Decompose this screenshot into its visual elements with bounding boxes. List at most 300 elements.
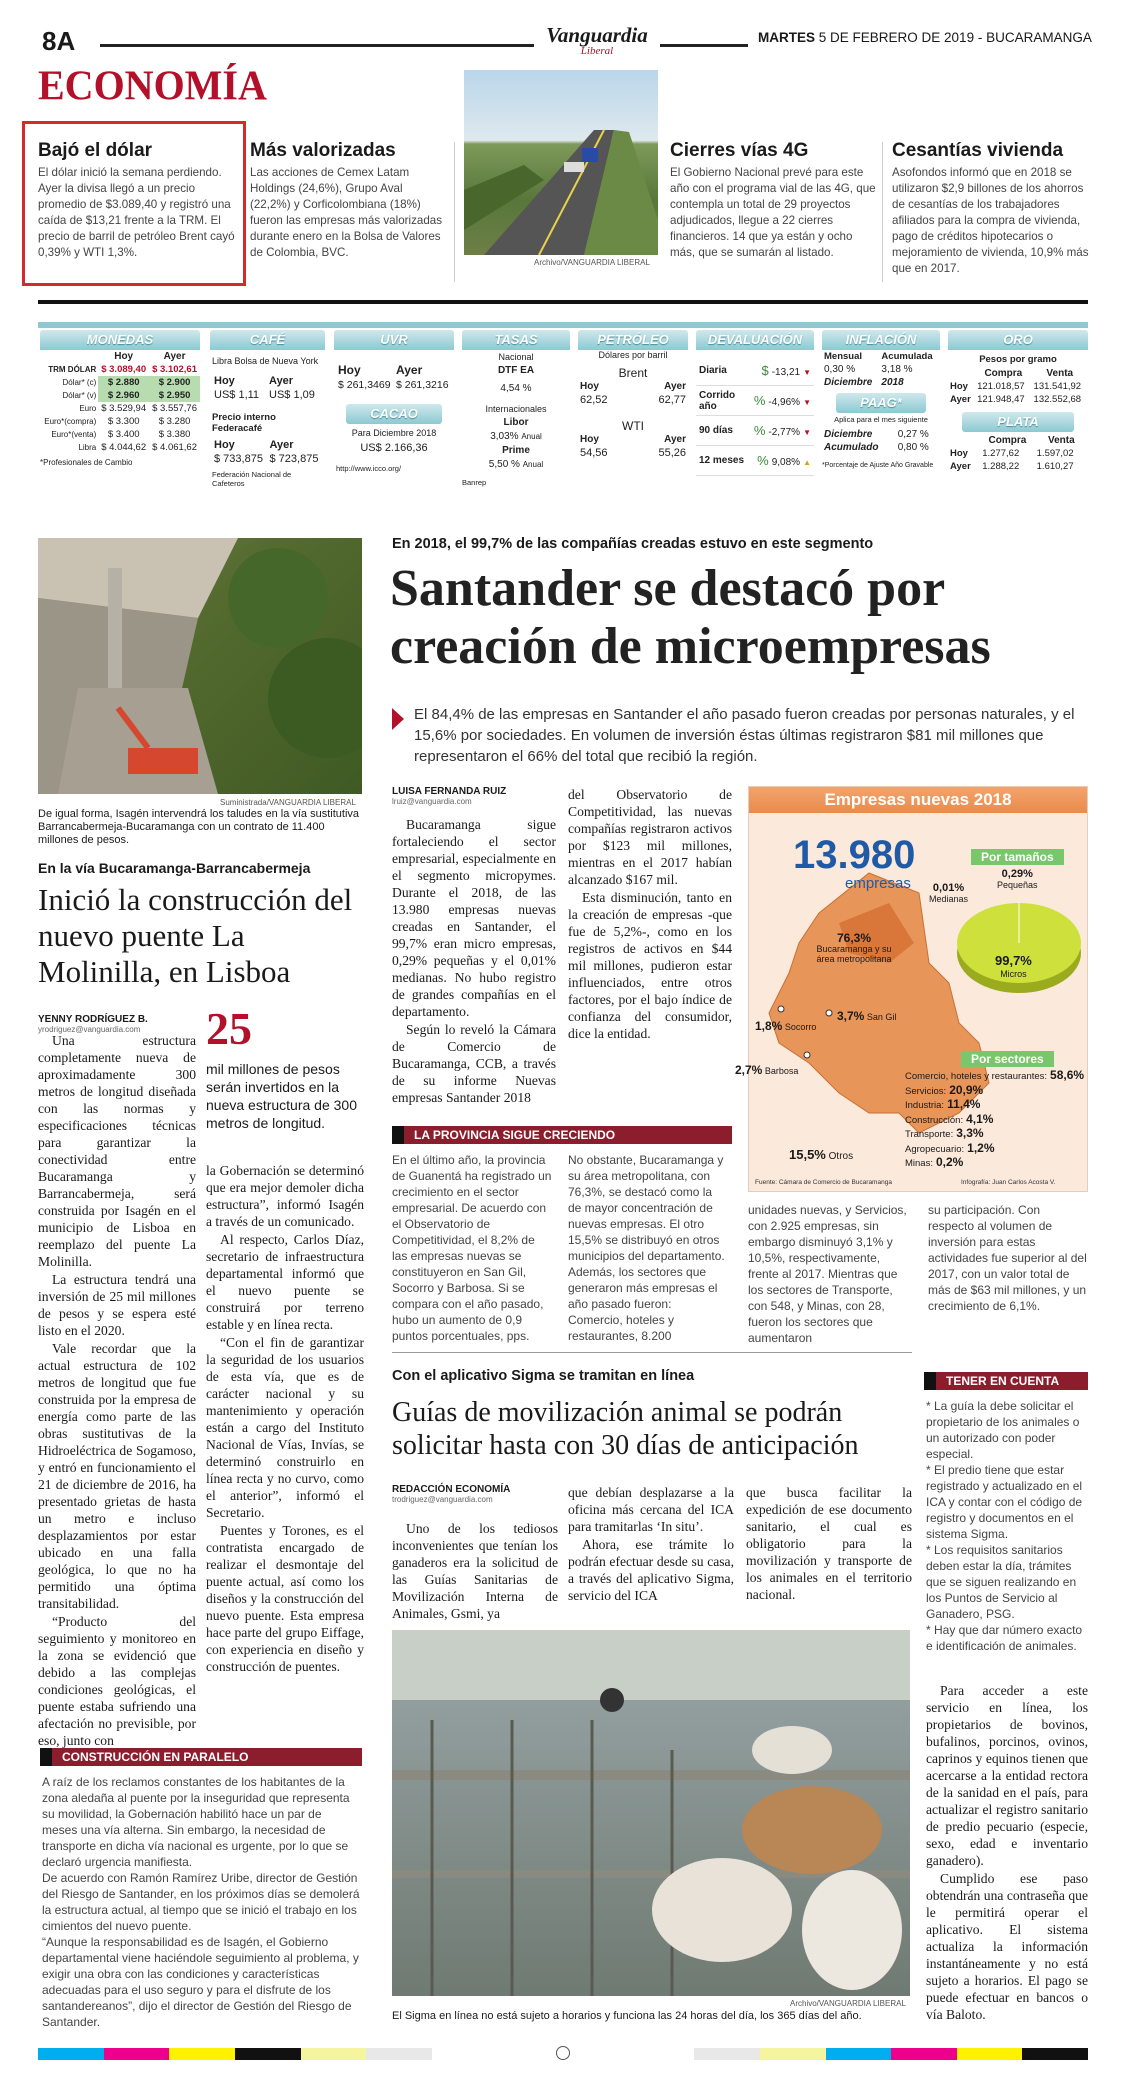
body-paragraph: Bucaramanga sigue fortaleciendo el sector empresarial, especialmente en el segmento micropymes. Durante el 2018, de las 13.980 empresas nuevas creadas en Santander, el 99,7% eran micro empresas, 0,29% pequeñas y el 0,01% medianas. No hubo registro de grandes compañías en el departamento. [392,817,556,1019]
monedas-table [40,350,200,454]
metal-cell: Hoy [950,448,968,459]
color-swatch [235,2048,301,2060]
monedas-row [40,402,200,415]
color-swatch [760,2048,826,2060]
body-paragraph: que busca facilitar la expedición de ese documento sanitario, el cual es obligatorio para la movilización y transporte de los animales en el territorio nacional. [746,1485,912,1602]
indicator-petroleo [578,330,688,520]
divider-brief-2 [882,142,883,282]
deval-value [761,363,811,378]
provincia-col-2 [568,1152,728,1344]
monedas-cell: $ 3.557,76 [152,403,197,414]
deval-number: -13,21 [771,367,801,378]
bottom-byline [392,1484,510,1504]
inf-c2: Acumulada [881,351,933,362]
tasas-l5: Prime [502,445,530,456]
paag-sub: Aplica para el mes siguiente [834,415,928,424]
size-name: Micros [1000,969,1027,979]
body-paragraph: Puentes y Torones, es el contratista encargado de realizar el desmontaje del puente actual, así como los diseños y la construcción del nuevo puente. Esta empresa hace parte del grupo Eiffage, con experiencia en diseño y construcción de puentes. [206,1523,364,1674]
map-label-barbosa [735,1063,798,1077]
color-swatch [432,2048,498,2060]
bridge-photo-credit: Suministrada/VANGUARDIA LIBERAL [220,798,356,807]
cattle-photo-credit: Archivo/VANGUARDIA LIBERAL [790,1999,906,2008]
brief-title: Más valorizadas [250,140,396,161]
sector-row [905,1142,1089,1157]
metal-cell: 1.288,22 [982,461,1020,472]
metal-row [948,460,1088,473]
monedas-cell: TRM DÓLAR [48,365,97,374]
tasas-v3-unit: Anual [522,460,544,469]
brief-text: El Gobierno Nacional prevé para este año con el programa vial de las 4G, que contempla un total de 29 proyectos adjudicados, llegue a 22 cierres financieros. 14 que ya están y ocho más, que se sumarán al listado. [670,166,876,259]
tasas-v2 [462,430,570,444]
brief-photo-credit: Archivo/VANGUARDIA LIBERAL [534,258,650,267]
provincia-text: En el último año, la provincia de Guanentá ha registrado un crecimiento en el sector empresarial. De acuerdo con el Observatorio de Competitividad, el 8,2% de las empresas nuevas se constituyeron en San Gil, Socorro y Barbosa. Si se compara con el año pasado, hubo un aumento de 0,9 puntos porcentuales, pps. [392,1153,552,1343]
indicator-body [948,354,1088,473]
uvr-v1: $ 261,3469 [338,379,391,391]
body-paragraph: Ahora, ese trámite lo podrán efectuar desde su casa, a través del aplicativo Sigma, servicio del ICA [568,1537,734,1603]
arrow-up-icon: ▲ [803,458,811,467]
color-swatch [366,2048,432,2060]
metal-cell: 1.610,27 [1036,461,1074,472]
header-date [758,30,1092,45]
sector-row [905,1156,1089,1171]
indicator-body [40,350,200,467]
infographic [735,786,1088,1192]
deval-row [696,356,814,386]
sector-row [905,1084,1089,1099]
sector-value: 3,3% [956,1126,984,1140]
cafe-hoy: Hoy [214,375,235,387]
inf-c1: Mensual [824,351,863,362]
indicator-body [334,350,454,475]
indicator-body [462,350,570,490]
monedas-cell: $ 2.950 [149,389,200,402]
body-paragraph: “Producto del seguimiento y monitoreo en la zona se evidenció que debido a las complejas condiciones geológicas, el puente estaba sufriendo una afectación no previsible, por eso, junto con [38,1614,196,1748]
body-paragraph: La estructura tendrá una inversión de 25 mil millones de pesos y se espera esté listo en el 2020. [38,1272,196,1338]
cattle-caption: El Sigma en línea no está sujeto a horarios y funciona las 24 horas del día, los 365 días del año. [392,2010,862,2022]
arrow-down-icon: ▼ [803,398,811,407]
deval-unit: % [753,423,766,438]
sector-row [905,1113,1089,1128]
tasas-v2-num: 3,03% [490,431,519,442]
color-swatch [629,2048,695,2060]
deck-marker [392,708,404,730]
brent-label: Brent [618,366,648,380]
metal-row [948,380,1088,393]
deval-value [754,393,811,408]
map-label-metro [809,933,899,964]
cattle-photo [392,1630,910,1996]
cafe-v3: $ 733,875 [214,453,263,465]
metal-cell: 131.541,92 [1033,381,1082,392]
body-paragraph: del Observatorio de Competitividad, las nuevas compañías registraron activos por $123 mil millones, mientras en el 2017 habían alcanzado $167 mil. [568,787,732,887]
inf-v2: 3,18 % [881,364,913,375]
cafe-sub2: Precio interno Federacafé [212,412,276,434]
oro-sub: Pesos por gramo [979,354,1057,365]
body-paragraph: Vale recordar que la actual estructura de 102 metros de longitud que fue construida por la empresa de energía como parte de las obras sustitutivas de la Hidroeléctrica de Sogamoso, y entró en funcionamiento el 21 de diciembre de 2016, ha presentado grietas de hasta un metro e incluso desplazamientos por estar ubicado en una falla geológica, lo que no ha permitido una óptima transitabilidad. [38,1341,196,1611]
cafe-v4: $ 723,875 [269,453,319,465]
sector-name: Servicios: [905,1085,947,1097]
plata-title: PLATA [962,412,1074,432]
metal-cell: 121.948,47 [977,394,1025,405]
deval-value [757,453,811,468]
bottom-col-2 [568,1484,734,1605]
deval-row [696,386,814,416]
brief-title: Bajó el dólar [38,140,153,161]
indicator-uvr [334,330,454,520]
brief-title: Cierres vías 4G [670,140,809,161]
deval-number: -4,96% [768,397,801,408]
bottom-kicker: Con el aplicativo Sigma se tramitan en línea [392,1368,695,1384]
deval-value [754,423,811,438]
provincia-text: su participación. Con respecto al volumen de inversión para estas actividades fue superior al del 2017, con un valor total de más de $63 mil millones, y un crecimiento de 6,1%. [928,1203,1087,1313]
arrow-down-icon: ▼ [803,428,811,437]
metal-cell: 1.277,62 [982,448,1020,459]
paag-p2v: 0,80 % [897,442,929,453]
left-headline: Inició la construcción del nuevo puente La Molinilla, en Lisboa [38,882,353,989]
body-paragraph: A raíz de los reclamos constantes de los habitantes de la zona aledaña al puente por la inseguridad que representa su movilidad, la Gobernación habilitó hace un par de meses una vía alterna. Sin embargo, la necesidad de transporte en dicha vía nacional es urgente, por lo que se declaró urgencia manifiesta. [42,1775,350,1869]
indicator-note: *Porcentaje de Ajuste Año Gravable [822,462,934,469]
wti-v2: 55,26 [658,447,686,459]
deval-unit: % [753,393,766,408]
map-label-value: 2,7% [735,1063,763,1077]
indicator-title: PETRÓLEO [578,330,688,350]
page-number: 8A [42,26,76,56]
box-title-paralelo: CONSTRUCCIÓN EN PARALELO [40,1748,362,1766]
paralelo-box [42,1774,360,2030]
deval-label: 90 días [699,425,733,436]
socorro-dot [778,1006,784,1012]
col-hoy: Hoy [114,351,134,362]
sector-value: 4,1% [966,1111,994,1126]
body-paragraph: Uno de los tediosos inconvenientes que tenían los ganaderos era la solicitud de las Guías Sanitarias de Movilización Interna de Animales, Gsmi, ya [392,1521,558,1621]
sector-value: 20,9% [949,1082,984,1097]
map-label-value: 76,3% [836,931,872,945]
paag-p1: Diciembre [824,429,873,440]
infographic-title-bar: Empresas nuevas 2018 [749,787,1087,813]
map-label-sangil [837,1009,896,1023]
monedas-cell: $ 4.044,62 [101,442,147,453]
left-kicker: En la vía Bucaramanga-Barrancabermeja [38,860,311,876]
author-email: yrodriguez@vanguardia.com [38,1025,141,1034]
color-swatch [957,2048,1023,2060]
metal-cell: Ayer [950,461,971,472]
body-paragraph: Según lo reveló la Cámara de Comercio de Bucaramanga, CCB, a través de su informe Nuevas empresas Santander 2018 [392,1022,556,1105]
col-ayer: Ayer [163,351,186,362]
brief-1 [38,140,236,261]
monedas-row [40,415,200,428]
uvr-hoy: Hoy [338,363,361,377]
box-title-tener: TENER EN CUENTA [924,1372,1088,1390]
cafe-sub: Libra Bolsa de Nueva York [212,356,319,366]
big-label: empresas [845,875,911,892]
inf-v1: 0,30 % [824,364,856,375]
cacao-value: US$ 2.166,36 [360,442,428,454]
color-swatch [1022,2048,1088,2060]
main-col-2 [568,786,732,1043]
petroleo-sub: Dólares por barril [598,350,668,360]
indicator-body [696,350,814,476]
monedas-cell: $ 3.400 [107,429,140,440]
indicator-body [578,350,688,460]
tener-list [926,1398,1088,1654]
monedas-row [40,441,200,454]
monedas-cell: $ 3.089,40 [101,364,147,375]
size-value: 0,29% [1001,868,1033,880]
tasas-v3 [462,458,570,472]
metal-cell: 121.018,57 [977,381,1025,392]
monedas-row [40,376,200,389]
indicator-title: UVR [334,330,454,350]
metal-cell: 1.597,02 [1036,448,1074,459]
indicator-tasas [462,330,570,520]
deval-label: 12 meses [699,455,745,466]
body-paragraph: * La guía la debe solicitar el propietario de los animales o un autorizado con poder especial. [926,1399,1080,1461]
indicators-top-rule [38,300,1088,304]
body-paragraph: Cumplido ese paso obtendrán una contraseña que le permitirá operar el aplicativo. El sistema actualiza la información instantáneamente y no está sujeto a horarios. El pago se puede efectuar en bancos o vía Baloto. [926,1871,1088,2022]
deval-label: Diaria [699,365,727,376]
body-paragraph: * Hay que dar número exacto e identificación de animales. [926,1623,1083,1653]
monedas-cell: $ 3.280 [158,416,191,427]
body-paragraph: la Gobernación se determinó que era mejor demoler dicha estructura”, informó Isagén a través de un comunicado. [206,1163,364,1229]
provincia-col-3 [748,1202,908,1346]
cafe-v1: US$ 1,11 [214,389,260,401]
header-rule-right [660,44,748,47]
metal-cell: Hoy [950,381,968,392]
barbosa-dot [804,1052,810,1058]
body-paragraph: Para acceder a este servicio en línea, los propietarios de bovinos, bufalinos, porcinos, ovinos, caprinos y equinos tienen que acercarse a la entidad rectora de la sanidad en el país, para actualizar el registro sanitario de predio pecuario (especie, sexo, edad e inventario ganadero). [926,1683,1088,1868]
road-photo-svg [464,70,658,255]
monedas-cell: $ 3.300 [107,416,140,427]
size-title: Por tamaños [971,849,1064,865]
inf-m1: Diciembre [824,377,873,388]
provincia-text: No obstante, Bucaramanga y su área metropolitana, con 76,3%, se destacó como la de mayor concentración de nuevas empresas. El otro 15,5% se distribuyó en otros municipios del departamento. Además, los sectores que generaron más empresas el año pasado fueron: Comercio, hoteles y restaurantes, 8.200 [568,1153,725,1343]
indicator-inflacion [822,330,940,520]
metal-row [948,447,1088,460]
monedas-cell: Dólar* (c) [62,378,97,387]
monedas-cell: Euro [79,404,97,413]
map-label-value: 15,5% [789,1147,826,1162]
bridge-photo [38,538,362,794]
sector-name: Construcción: [905,1114,964,1126]
date-rest: 5 DE FEBRERO DE 2019 - BUCARAMANGA [818,30,1092,45]
box-title-provincia: LA PROVINCIA SIGUE CRECIENDO [392,1126,732,1144]
author-name: REDACCIÓN ECONOMÍA [392,1484,511,1495]
brief-text: Asofondos informó que en 2018 se utilizaron $2,9 billones de los ahorros de cesantías de los trabajadores afiliados para la compra de vivienda, pago de créditos hipotecarios o mejoramiento de vivienda, 10,9% más que en 2017. [892,166,1089,275]
body-paragraph: Al respecto, Carlos Díaz, secretario de infraestructura departamental informó que el nuevo puente se construirá por terreno estable y en línea recta. [206,1232,364,1332]
sector-value: 11,4% [947,1097,981,1111]
indicator-title: TASAS [462,330,570,350]
provincia-text: unidades nuevas, y Servicios, con 2.925 empresas, sin embargo disminuyó 3,1% y 10,5%, respectivamente, frente al 2017. Mientras que los sectores de Transporte, con 548, y Minas, con 28, fueron los sectores que aumentaron [748,1203,907,1345]
bottom-headline: Guías de movilización animal se podrán solicitar hasta con 30 días de anticipación [392,1397,859,1461]
tasas-l3: Internacionales [485,404,547,414]
body-paragraph: * El predio tiene que estar registrado y actualizado en el ICA y contar con el código de registro y documentos en el sistema Sigma. [926,1463,1083,1541]
indicator-note: Federación Nacional de Cafeteros [212,470,292,488]
section-title: ECONOMÍA [38,61,267,110]
wti-v1: 54,56 [580,447,608,459]
provincia-col-1 [392,1152,552,1344]
cacao-title: CACAO [346,404,442,424]
map-label-name: Barbosa [764,1066,799,1076]
plata-c2: Venta [1047,435,1075,446]
main-kicker: En 2018, el 99,7% de las compañías creadas estuvo en este segmento [392,536,874,552]
deval-row [696,446,814,476]
header-rule [100,44,534,47]
tasas-l2: DTF EA [497,365,535,376]
map-label-name: Otros [828,1151,854,1162]
body-paragraph: Una estructura completamente nueva de aproximadamente 300 metros de longitud diseñada con las normas y especificaciones técnicas para garantizar la conectividad entre Bucaramanga y Barrancabermeja, será construida por Isagén en el municipio de Lisboa en reemplazo del puente La Molinilla. [38,1033,196,1269]
wti-label: WTI [622,419,644,433]
sector-name: Transporte: [905,1129,954,1140]
size-medianas [929,883,968,905]
bottom-col-1 [392,1520,558,1623]
sector-name: Industria: [905,1100,945,1111]
metal-row [948,393,1088,406]
body-paragraph: * Los requisitos sanitarios deben estar la día, trámites que se siguen realizando en los Puntos de Servicio al Ganadero, PSG. [926,1543,1077,1621]
color-swatch [169,2048,235,2060]
sector-row [905,1098,1089,1113]
tasas-l1: Nacional [498,352,534,362]
color-swatch [301,2048,367,2060]
brand-sub: Liberal [580,45,614,57]
brief-text: El dólar inició la semana perdiendo. Ayer la divisa llegó a un precio promedio de $3.089,40 y registró una caída de $13,21 frente a la TRM. El precio de barril de petróleo Brent cayó 0,39% y WTI 1,3%. [38,166,235,259]
arrow-down-icon: ▼ [803,368,811,377]
bottom-col-3 [746,1484,912,1604]
indicator-note: http://www.icco.org/ [336,464,402,473]
brent-ayer: Ayer [664,381,686,392]
monedas-cell: Dólar* (v) [62,391,97,400]
paag-p2: Acumulado [824,442,879,453]
author-name: YENNY RODRÍGUEZ B. [38,1014,148,1025]
monedas-cell: $ 3.529,94 [101,403,147,414]
indicator-monedas [40,330,200,520]
body-paragraph: “Aunque la responsabilidad es de Isagén, el Gobierno departamental viene haciéndole seguimiento al problema, y exigir una obra con las condiciones y características adecuadas para el uso seguro y para el disfrute de los santandereanos”, dijo el director de Gestión del Riesgo de Santander. [42,1935,359,2029]
paag-title: PAAG* [836,393,926,413]
registration-mark [556,2046,570,2060]
deval-unit: $ [761,363,769,378]
monedas-cell: Libra [78,443,97,452]
size-value: 0,01% [932,882,965,894]
indicator-oro [948,330,1088,520]
oro-c1: Compra [984,368,1023,379]
cafe-v2: US$ 1,09 [269,389,315,401]
size-micros [995,955,1032,980]
map-label-name: Bucaramanga y su área metropolitana [816,944,892,964]
wti-ayer: Ayer [664,434,686,445]
map-label-socorro [755,1019,816,1033]
sector-value: 1,2% [967,1140,995,1155]
color-swatch [826,2048,892,2060]
size-name: Pequeñas [997,880,1038,890]
brief-4 [892,140,1092,277]
brent-hoy: Hoy [580,381,599,392]
sector-name: Comercio, hoteles y restaurantes: [905,1071,1048,1082]
cafe-ayer2: Ayer [269,439,294,451]
big-number: 13.980 [793,833,916,877]
indicator-devaluacion [696,330,814,520]
bottom-rule [392,1352,912,1353]
brief-photo-road [464,70,658,255]
monedas-cell: Euro*(venta) [51,430,97,439]
paag-p1v: 0,27 % [897,429,929,440]
color-swatch [891,2048,957,2060]
wti-hoy: Hoy [580,434,599,445]
bridge-photo-svg [38,538,362,794]
left-byline [38,1014,148,1034]
size-name: Medianas [929,894,969,904]
tasas-v1: 4,54 % [500,383,532,394]
left-col-1 [38,1032,196,1750]
sector-list [905,1069,1089,1171]
deval-number: 9,08% [771,457,801,468]
sector-name: Agropecuario: [905,1143,965,1155]
tasas-v3-num: 5,50 % [488,459,520,470]
cattle-photo-svg [392,1630,910,1996]
author-name: LUISA FERNANDA RUIZ [392,786,507,797]
cafe-ayer: Ayer [269,375,294,387]
bridge-caption: De igual forma, Isagén intervendrá los taludes en la vía sustitutiva Barrancabermeja-Bucaramanga con un contrato de 11.400 millones de pesos. [38,808,360,846]
tener-body [926,1682,1088,2024]
size-value: 99,7% [995,953,1032,968]
color-swatch [563,2048,629,2060]
indicator-title: ORO [948,330,1088,350]
brief-3 [670,140,878,261]
body-paragraph: Esta disminución, tanto en la creación de empresas -que fue de 5,2%-, como en los registros de activos en $44 mil millones, pudieron estar influenciados, entre otros factores, por el bajo índice de confianza del consumidor, dice la entidad. [568,890,732,1041]
uvr-v2: $ 261,3216 [396,379,449,391]
date-day: MARTES [758,30,815,45]
sector-row [905,1069,1089,1084]
left-col-2 [206,1162,364,1676]
stat-number: 25 [206,1003,252,1054]
main-headline: Santander se destacó por creación de microempresas [390,560,991,675]
monedas-cell: $ 2.960 [98,389,149,402]
deval-unit: % [757,453,769,468]
deval-number: -2,77% [768,427,801,438]
indicator-body [822,350,940,469]
cafe-hoy2: Hoy [214,439,235,451]
indicator-body [210,350,325,490]
body-paragraph: que debían desplazarse a la oficina más cercana del ICA para tramitarlas ‘In situ’. [568,1485,734,1534]
metal-cell: 132.552,68 [1033,394,1082,405]
indicators-teal-rule [38,322,1088,328]
monedas-row [40,389,200,402]
uvr-ayer: Ayer [396,363,423,377]
tasas-v2-unit: Anual [521,432,542,441]
monedas-cell: $ 2.900 [149,376,200,389]
provincia-col-4 [928,1202,1088,1314]
brief-text: Las acciones de Cemex Latam Holdings (24,6%), Grupo Aval (22,2%) y Corficolombiana (18%) fueron las empresas más valorizadas durante enero en la Bolsa de Valores de Colombia, BVC. [250,166,443,259]
color-swatch [38,2048,104,2060]
plata-c1: Compra [988,435,1027,446]
cacao-sub: Para Diciembre 2018 [351,428,437,438]
monedas-cell: $ 3.102,61 [152,364,197,375]
sangil-dot [826,1010,832,1016]
monedas-cell: Euro*(compra) [44,417,97,426]
info-source: Fuente: Cámara de Comercio de Bucaramanga [755,1179,892,1186]
metal-cell: Ayer [950,394,971,405]
color-swatch [497,2048,563,2060]
monedas-cell: $ 3.380 [158,429,191,440]
indicator-title: DEVALUACIÓN [696,330,814,350]
indicator-note: *Profesionales de Cambio [40,458,133,467]
tasas-l4: Libor [503,417,529,428]
sector-value: 0,2% [935,1155,964,1169]
main-byline [392,786,506,806]
oro-c2: Venta [1046,368,1074,379]
stat-text: mil millones de pesos serán invertidos en la nueva estructura de 300 metros de longitud. [206,1061,357,1131]
brent-v2: 62,77 [658,394,686,406]
size-pequenas [997,869,1038,891]
sector-value: 58,6% [1050,1068,1085,1082]
